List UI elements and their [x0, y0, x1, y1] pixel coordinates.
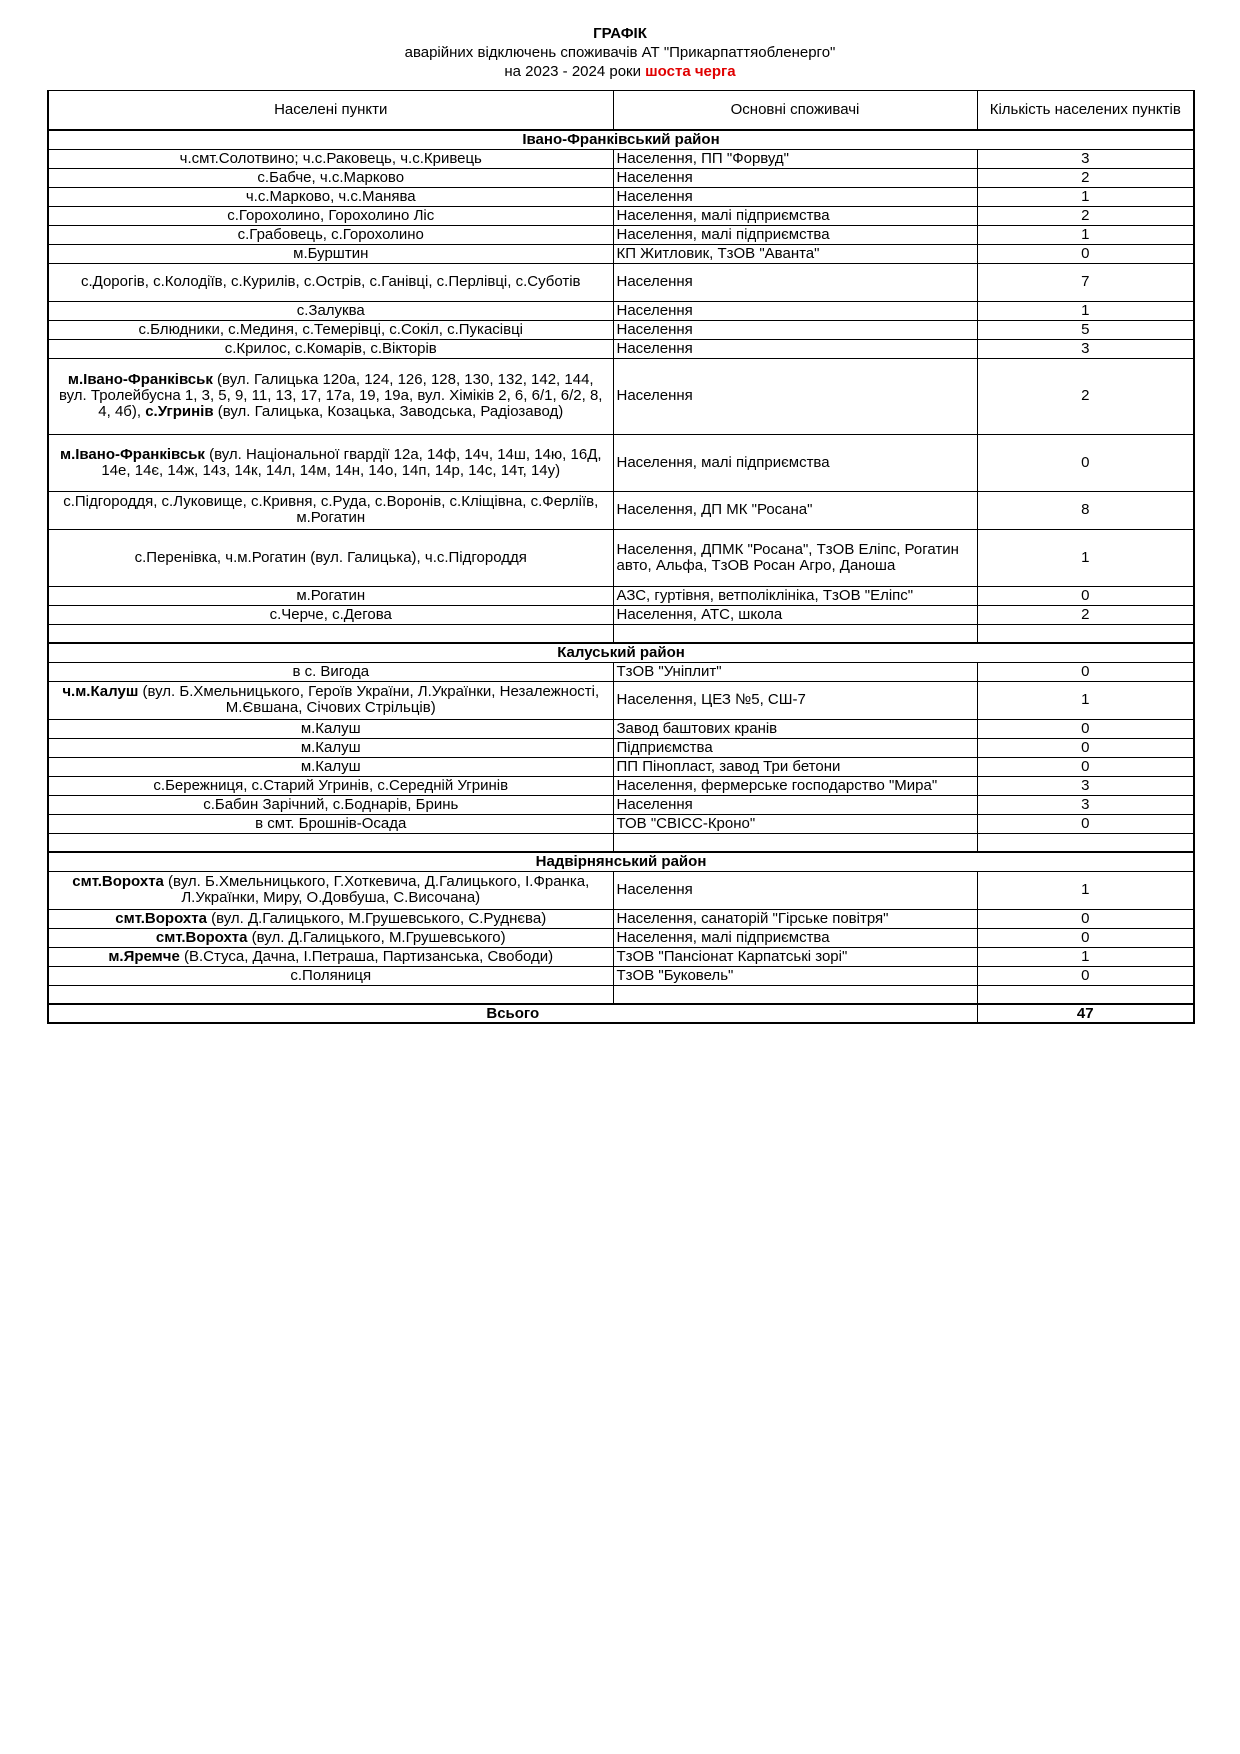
- street-list: (вул. Б.Хмельницького, Героїв України, Л.Українки, Незалежності, М.Євшана, Січових Стрільців): [138, 683, 600, 716]
- count-cell: 0: [977, 586, 1194, 605]
- count-cell: 0: [977, 434, 1194, 491]
- district-row: [48, 643, 1194, 662]
- document-subtitle: аварійних відключень споживачів АТ "Прикарпаттяобленерго": [404, 44, 836, 61]
- count-cell: 2: [977, 206, 1194, 225]
- village-name: с.Угринів: [145, 403, 214, 420]
- table-row: [48, 681, 1194, 719]
- consumer-cell: Населення: [613, 358, 977, 434]
- settlement-cell: с.Підгороддя, с.Луковище, с.Кривня, с.Руда, с.Воронів, с.Кліщівна, с.Ферліїв, м.Рогатин: [48, 491, 613, 529]
- table-row: [48, 339, 1194, 358]
- table-row: [48, 814, 1194, 833]
- count-cell: 0: [977, 928, 1194, 947]
- column-header-count: Кількість населених пунктів: [977, 91, 1194, 131]
- empty-cell: [613, 833, 977, 852]
- district-row: [48, 130, 1194, 149]
- district-name: Надвірнянський район: [48, 852, 1194, 871]
- town-name: смт.Ворохта: [155, 928, 248, 946]
- count-cell: 1: [977, 301, 1194, 320]
- count-cell: 5: [977, 320, 1194, 339]
- count-cell: 2: [977, 168, 1194, 187]
- consumer-cell: Підприємства: [613, 738, 977, 757]
- city-name: ч.м.Калуш: [62, 683, 139, 700]
- consumer-cell: Населення, малі підприємства: [613, 928, 977, 947]
- count-cell: 0: [977, 909, 1194, 928]
- street-list: (В.Стуса, Дачна, І.Петраша, Партизанська, Свободи): [179, 947, 554, 965]
- settlement-cell: [48, 681, 613, 719]
- consumer-cell: Населення, фермерське господарство "Мира": [613, 776, 977, 795]
- settlement-cell: м.Калуш: [48, 757, 613, 776]
- table-row: [48, 662, 1194, 681]
- city-name: м.Івано-Франківськ: [59, 445, 205, 463]
- settlement-cell: с.Поляниця: [48, 966, 613, 985]
- consumer-cell: Населення, малі підприємства: [613, 434, 977, 491]
- settlement-cell: с.Залуква: [48, 301, 613, 320]
- consumer-cell: ТОВ "СВІСС-Кроно": [613, 814, 977, 833]
- street-list: (вул. Д.Галицького, М.Грушевського): [247, 928, 506, 946]
- count-cell: 3: [977, 149, 1194, 168]
- table-row: [48, 738, 1194, 757]
- street-list: (вул. Б.Хмельницького, Г.Хоткевича, Д.Галицького, І.Франка, Л.Українки, Миру, О.Довбуша, С.Височана): [163, 873, 590, 906]
- settlement-cell: в с. Вигода: [48, 662, 613, 681]
- table-row: [48, 149, 1194, 168]
- count-cell: 3: [977, 795, 1194, 814]
- settlement-cell: с.Бережниця, с.Старий Угринів, с.Середній Угринів: [48, 776, 613, 795]
- table-row: [48, 263, 1194, 301]
- consumer-cell: Населення: [613, 320, 977, 339]
- settlement-cell: [48, 909, 613, 928]
- count-cell: 8: [977, 491, 1194, 529]
- consumer-cell: Населення: [613, 263, 977, 301]
- settlement-cell: м.Калуш: [48, 738, 613, 757]
- count-cell: 0: [977, 738, 1194, 757]
- settlement-cell: с.Грабовець, с.Горохолино: [48, 225, 613, 244]
- table-row: [48, 301, 1194, 320]
- count-cell: 7: [977, 263, 1194, 301]
- settlement-cell: с.Горохолино, Горохолино Ліс: [48, 206, 613, 225]
- empty-cell: [48, 624, 613, 643]
- count-cell: 1: [977, 871, 1194, 909]
- settlement-cell: [48, 928, 613, 947]
- count-cell: 0: [977, 966, 1194, 985]
- document-title: ГРАФІК: [593, 25, 647, 42]
- settlement-cell: [48, 434, 613, 491]
- consumer-cell: Населення, малі підприємства: [613, 206, 977, 225]
- town-name: м.Яремче: [108, 947, 180, 965]
- settlement-cell: м.Бурштин: [48, 244, 613, 263]
- count-cell: 0: [977, 757, 1194, 776]
- settlement-cell: с.Крилос, с.Комарів, с.Вікторів: [48, 339, 613, 358]
- consumer-cell: ТзОВ "Уніплит": [613, 662, 977, 681]
- count-cell: 1: [977, 681, 1194, 719]
- consumer-cell: Населення: [613, 301, 977, 320]
- count-cell: 0: [977, 814, 1194, 833]
- consumer-cell: АЗС, гуртівня, ветполіклініка, ТзОВ "Еліпс": [613, 586, 977, 605]
- empty-row: [48, 985, 1194, 1004]
- consumer-cell: Населення: [613, 795, 977, 814]
- consumer-cell: ТзОВ "Буковель": [613, 966, 977, 985]
- empty-row: [48, 624, 1194, 643]
- street-list: (вул. Галицька, Козацька, Заводська, Радіозавод): [213, 403, 564, 420]
- consumer-cell: ПП Пінопласт, завод Три бетони: [613, 757, 977, 776]
- table-row: [48, 358, 1194, 434]
- street-list: (вул. Д.Галицького, М.Грушевського, С.Руднєва): [206, 909, 547, 927]
- settlement-cell: с.Блюдники, с.Мединя, с.Темерівці, с.Сокіл, с.Пукасівці: [48, 320, 613, 339]
- empty-row: [48, 833, 1194, 852]
- table-row: [48, 947, 1194, 966]
- table-row: [48, 909, 1194, 928]
- table-row: [48, 776, 1194, 795]
- count-cell: 3: [977, 776, 1194, 795]
- count-cell: 1: [977, 947, 1194, 966]
- count-cell: 0: [977, 244, 1194, 263]
- empty-cell: [613, 985, 977, 1004]
- settlement-cell: [48, 871, 613, 909]
- count-cell: 2: [977, 358, 1194, 434]
- settlement-cell: в смт. Брошнів-Осада: [48, 814, 613, 833]
- column-header-consumers: Основні споживачі: [613, 91, 977, 131]
- table-row: [48, 225, 1194, 244]
- settlement-cell: [48, 947, 613, 966]
- outage-schedule-table: [47, 90, 1195, 1024]
- consumer-cell: ТзОВ "Пансіонат Карпатські зорі": [613, 947, 977, 966]
- consumer-cell: Населення: [613, 339, 977, 358]
- settlement-cell: ч.смт.Солотвино; ч.с.Раковець, ч.с.Кривець: [48, 149, 613, 168]
- district-name: Калуський район: [48, 643, 1194, 662]
- table-row: [48, 529, 1194, 586]
- document-header: [0, 24, 1240, 81]
- table-row: [48, 795, 1194, 814]
- empty-cell: [977, 833, 1194, 852]
- table-row: [48, 206, 1194, 225]
- document-period: [0, 62, 1240, 81]
- settlement-cell: с.Бабче, ч.с.Марково: [48, 168, 613, 187]
- consumer-cell: Завод баштових кранів: [613, 719, 977, 738]
- street-list: (вул. Національної гвардії 12а, 14ф, 14ч, 14ш, 14ю, 16Д, 14е, 14є, 14ж, 14з, 14к, 14л, 14м, 14н, 14о, 14п, 14р, 14с, 14т, 14у): [101, 445, 602, 479]
- city-name: м.Івано-Франківськ: [67, 371, 213, 388]
- town-name: смт.Ворохта: [72, 873, 164, 890]
- consumer-cell: Населення, ПП "Форвуд": [613, 149, 977, 168]
- total-label: Всього: [48, 1004, 977, 1023]
- total-count: 47: [977, 1004, 1194, 1023]
- consumer-cell: Населення, малі підприємства: [613, 225, 977, 244]
- total-row: [48, 1004, 1194, 1023]
- settlement-cell: [48, 358, 613, 434]
- table-row: [48, 491, 1194, 529]
- town-name: смт.Ворохта: [115, 909, 207, 927]
- empty-cell: [48, 985, 613, 1004]
- table-row: [48, 966, 1194, 985]
- count-cell: 1: [977, 187, 1194, 206]
- table-row: [48, 605, 1194, 624]
- consumer-cell: Населення, АТС, школа: [613, 605, 977, 624]
- table-row: [48, 244, 1194, 263]
- consumer-cell: КП Житловик, ТзОВ "Аванта": [613, 244, 977, 263]
- settlement-cell: с.Дорогів, с.Колодіїв, с.Курилів, с.Острів, с.Ганівці, с.Перлівці, с.Суботів: [48, 263, 613, 301]
- table-row: [48, 719, 1194, 738]
- settlement-cell: м.Калуш: [48, 719, 613, 738]
- count-cell: 1: [977, 225, 1194, 244]
- settlement-cell: с.Черче, с.Дегова: [48, 605, 613, 624]
- consumer-cell: Населення: [613, 168, 977, 187]
- consumer-cell: Населення, санаторій "Гірське повітря": [613, 909, 977, 928]
- table-row: [48, 928, 1194, 947]
- settlement-cell: с.Перенівка, ч.м.Рогатин (вул. Галицька), ч.с.Підгороддя: [48, 529, 613, 586]
- settlement-cell: с.Бабин Зарічний, с.Боднарів, Бринь: [48, 795, 613, 814]
- table-row: [48, 757, 1194, 776]
- empty-cell: [48, 833, 613, 852]
- empty-cell: [977, 985, 1194, 1004]
- count-cell: 3: [977, 339, 1194, 358]
- table-row: [48, 320, 1194, 339]
- district-row: [48, 852, 1194, 871]
- table-header-row: [48, 91, 1194, 131]
- table-row: [48, 586, 1194, 605]
- period-text: на 2023 - 2024 роки: [504, 63, 646, 80]
- empty-cell: [613, 624, 977, 643]
- consumer-cell: Населення, ДП МК "Росана": [613, 491, 977, 529]
- consumer-cell: Населення: [613, 871, 977, 909]
- count-cell: 0: [977, 662, 1194, 681]
- table-row: [48, 871, 1194, 909]
- count-cell: 1: [977, 529, 1194, 586]
- consumer-cell: Населення, ЦЕЗ №5, СШ-7: [613, 681, 977, 719]
- settlement-cell: м.Рогатин: [48, 586, 613, 605]
- consumer-cell: Населення, ДПМК "Росана", ТзОВ Еліпс, Рогатин авто, Альфа, ТзОВ Росан Агро, Даноша: [613, 529, 977, 586]
- table-row: [48, 434, 1194, 491]
- street-list: (вул. Галицька 120а, 124, 126, 128, 130, 132, 142, 144, вул. Тролейбусна 1, 3, 5, 9, 11, 13, 17, 17а, 19, 19а, вул. Хіміків 2, 6, 6/1, 6/2, 8, 4, 4б),: [59, 371, 603, 420]
- district-name: Івано-Франківський район: [48, 130, 1194, 149]
- table-row: [48, 168, 1194, 187]
- empty-cell: [977, 624, 1194, 643]
- settlement-cell: ч.с.Марково, ч.с.Манява: [48, 187, 613, 206]
- table-row: [48, 187, 1194, 206]
- count-cell: 2: [977, 605, 1194, 624]
- count-cell: 0: [977, 719, 1194, 738]
- consumer-cell: Населення: [613, 187, 977, 206]
- column-header-settlements: Населені пункти: [48, 91, 613, 131]
- queue-highlight: шоста черга: [645, 63, 736, 80]
